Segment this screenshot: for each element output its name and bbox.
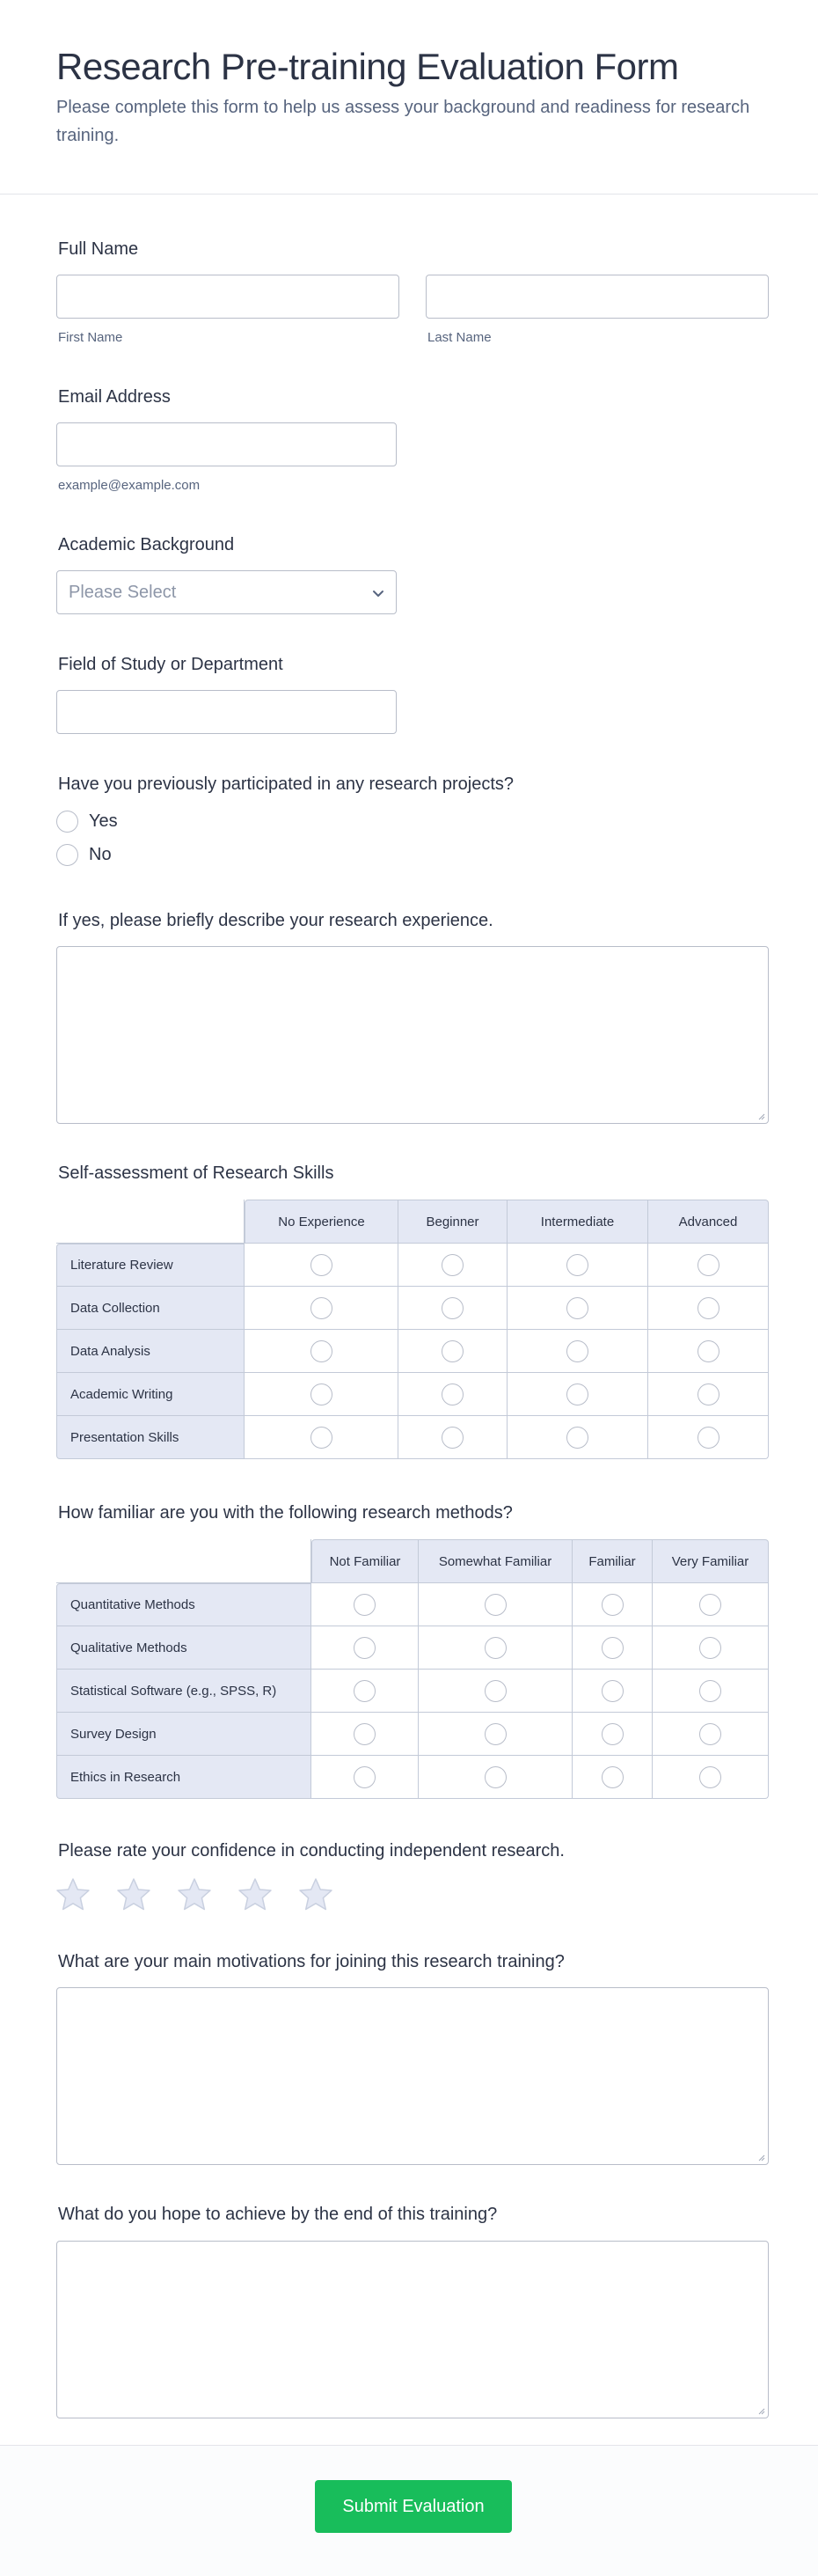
- skills-matrix-label: Self-assessment of Research Skills: [58, 1163, 334, 1183]
- star-icon[interactable]: [115, 1876, 152, 1913]
- radio-button[interactable]: [354, 1637, 376, 1659]
- matrix-cell[interactable]: [508, 1416, 648, 1459]
- radio-button[interactable]: [442, 1340, 464, 1362]
- matrix-cell[interactable]: [508, 1373, 648, 1416]
- email-field[interactable]: [56, 422, 397, 466]
- radio-button[interactable]: [442, 1383, 464, 1405]
- matrix-cell[interactable]: [573, 1583, 653, 1626]
- radio-button[interactable]: [310, 1340, 332, 1362]
- star-icon[interactable]: [55, 1876, 91, 1913]
- star-icon[interactable]: [176, 1876, 213, 1913]
- matrix-cell[interactable]: [508, 1330, 648, 1373]
- page-subtitle: Please complete this form to help us assess your background and readiness for research training.: [56, 98, 750, 145]
- matrix-cell[interactable]: [419, 1670, 573, 1713]
- matrix-cell[interactable]: [398, 1416, 508, 1459]
- field-of-study-label: Field of Study or Department: [58, 655, 283, 674]
- radio-label-yes: Yes: [89, 811, 118, 831]
- motivations-label: What are your main motivations for joining this research training?: [58, 1952, 565, 1971]
- matrix-cell[interactable]: [419, 1756, 573, 1799]
- email-sublabel: example@example.com: [58, 478, 201, 493]
- academic-background-select[interactable]: [56, 570, 397, 614]
- matrix-row-label: Literature Review: [56, 1244, 245, 1287]
- first-name-sublabel: First Name: [58, 330, 123, 345]
- star-icon[interactable]: [297, 1876, 334, 1913]
- matrix-cell[interactable]: [573, 1670, 653, 1713]
- radio-button[interactable]: [310, 1254, 332, 1276]
- methods-matrix-label: How familiar are you with the following research methods?: [58, 1503, 513, 1523]
- matrix-cell[interactable]: [648, 1330, 769, 1373]
- experience-label: If yes, please briefly describe your research experience.: [58, 911, 493, 930]
- radio-label-no: No: [89, 845, 112, 864]
- radio-button[interactable]: [56, 811, 78, 833]
- matrix-row-label: Data Analysis: [56, 1330, 245, 1373]
- radio-button[interactable]: [566, 1254, 588, 1276]
- matrix-cell[interactable]: [653, 1756, 769, 1799]
- academic-background-label: Academic Background: [58, 535, 235, 554]
- radio-button[interactable]: [699, 1766, 721, 1788]
- radio-button[interactable]: [485, 1594, 507, 1616]
- radio-button[interactable]: [354, 1680, 376, 1702]
- radio-button[interactable]: [485, 1723, 507, 1745]
- matrix-corner: [56, 1539, 311, 1583]
- field-of-study-input[interactable]: [56, 690, 397, 734]
- resize-grip-icon[interactable]: [757, 2407, 765, 2415]
- radio-button[interactable]: [485, 1766, 507, 1788]
- matrix-row: [56, 1713, 769, 1756]
- matrix-column-header: Somewhat Familiar: [419, 1539, 573, 1583]
- full-name-label: Full Name: [58, 239, 139, 259]
- resize-grip-icon[interactable]: [757, 2154, 765, 2161]
- matrix-cell[interactable]: [648, 1244, 769, 1287]
- matrix-cell[interactable]: [245, 1373, 398, 1416]
- matrix-cell[interactable]: [245, 1244, 398, 1287]
- radio-button[interactable]: [602, 1766, 624, 1788]
- radio-button[interactable]: [442, 1297, 464, 1319]
- matrix-cell[interactable]: [245, 1287, 398, 1330]
- star-icon[interactable]: [237, 1876, 274, 1913]
- matrix-row-label: Qualitative Methods: [56, 1626, 311, 1670]
- matrix-row-label: Ethics in Research: [56, 1756, 311, 1799]
- matrix-row-label: Academic Writing: [56, 1373, 245, 1416]
- radio-button[interactable]: [697, 1254, 719, 1276]
- matrix-row: [56, 1330, 769, 1373]
- skills-matrix: [56, 1200, 769, 1459]
- matrix-column-header: Advanced: [648, 1200, 769, 1244]
- last-name-input[interactable]: [426, 275, 769, 319]
- matrix-cell[interactable]: [311, 1713, 419, 1756]
- matrix-cell[interactable]: [653, 1713, 769, 1756]
- matrix-cell[interactable]: [245, 1416, 398, 1459]
- matrix-cell[interactable]: [648, 1287, 769, 1330]
- matrix-cell[interactable]: [398, 1330, 508, 1373]
- radio-button[interactable]: [485, 1680, 507, 1702]
- matrix-cell[interactable]: [419, 1626, 573, 1670]
- matrix-cell[interactable]: [419, 1583, 573, 1626]
- previous-research-label: Have you previously participated in any research projects?: [58, 774, 515, 794]
- matrix-row: [56, 1583, 769, 1626]
- matrix-cell[interactable]: [648, 1373, 769, 1416]
- matrix-cell[interactable]: [573, 1713, 653, 1756]
- radio-button[interactable]: [56, 844, 78, 866]
- matrix-row-label: Quantitative Methods: [56, 1583, 311, 1626]
- matrix-cell[interactable]: [311, 1670, 419, 1713]
- academic-background-placeholder: Please Select: [69, 583, 177, 602]
- matrix-row: [56, 1373, 769, 1416]
- radio-button[interactable]: [442, 1254, 464, 1276]
- matrix-row: [56, 1756, 769, 1799]
- submit-button[interactable]: Submit Evaluation: [315, 2480, 512, 2533]
- matrix-cell[interactable]: [573, 1756, 653, 1799]
- matrix-cell[interactable]: [311, 1756, 419, 1799]
- radio-button[interactable]: [310, 1383, 332, 1405]
- matrix-column-header: Familiar: [573, 1539, 653, 1583]
- goals-textarea[interactable]: [56, 2241, 769, 2418]
- radio-button[interactable]: [602, 1680, 624, 1702]
- matrix-row: [56, 1416, 769, 1459]
- matrix-cell[interactable]: [311, 1626, 419, 1670]
- form-header: [0, 0, 818, 194]
- matrix-corner: [56, 1200, 245, 1244]
- radio-button[interactable]: [697, 1297, 719, 1319]
- matrix-cell[interactable]: [653, 1626, 769, 1670]
- resize-grip-icon[interactable]: [757, 1112, 765, 1120]
- last-name-sublabel: Last Name: [427, 330, 492, 345]
- matrix-column-header: No Experience: [245, 1200, 398, 1244]
- chevron-down-icon: [371, 586, 385, 600]
- radio-button[interactable]: [354, 1723, 376, 1745]
- radio-button[interactable]: [485, 1637, 507, 1659]
- matrix-cell[interactable]: [648, 1416, 769, 1459]
- matrix-column-header: Beginner: [398, 1200, 508, 1244]
- radio-button[interactable]: [566, 1340, 588, 1362]
- goals-label: What do you hope to achieve by the end of this training?: [58, 2205, 498, 2224]
- first-name-input[interactable]: [56, 275, 399, 319]
- radio-button[interactable]: [697, 1383, 719, 1405]
- confidence-label: Please rate your confidence in conducting independent research.: [58, 1841, 565, 1860]
- matrix-cell[interactable]: [573, 1626, 653, 1670]
- matrix-row: [56, 1287, 769, 1330]
- experience-textarea[interactable]: [56, 946, 769, 1124]
- radio-button[interactable]: [442, 1427, 464, 1449]
- radio-button[interactable]: [354, 1594, 376, 1616]
- page-title: Research Pre-training Evaluation Form: [56, 46, 679, 87]
- radio-button[interactable]: [310, 1297, 332, 1319]
- matrix-row: [56, 1670, 769, 1713]
- matrix-row-label: Statistical Software (e.g., SPSS, R): [56, 1670, 311, 1713]
- matrix-cell[interactable]: [398, 1244, 508, 1287]
- matrix-row: [56, 1626, 769, 1670]
- matrix-column-header: Intermediate: [508, 1200, 648, 1244]
- radio-button[interactable]: [566, 1297, 588, 1319]
- email-label: Email Address: [58, 387, 171, 407]
- matrix-column-header: Very Familiar: [653, 1539, 769, 1583]
- radio-button[interactable]: [354, 1766, 376, 1788]
- radio-button[interactable]: [602, 1637, 624, 1659]
- radio-button[interactable]: [602, 1723, 624, 1745]
- matrix-column-header: Not Familiar: [311, 1539, 419, 1583]
- methods-matrix: [56, 1539, 769, 1799]
- radio-button[interactable]: [566, 1383, 588, 1405]
- form-footer: [0, 2445, 818, 2576]
- matrix-cell[interactable]: [398, 1287, 508, 1330]
- matrix-row: [56, 1244, 769, 1287]
- radio-button[interactable]: [699, 1594, 721, 1616]
- radio-button[interactable]: [602, 1594, 624, 1616]
- motivations-textarea[interactable]: [56, 1987, 769, 2165]
- matrix-cell[interactable]: [245, 1330, 398, 1373]
- matrix-row-label: Data Collection: [56, 1287, 245, 1330]
- radio-button[interactable]: [699, 1723, 721, 1745]
- radio-button[interactable]: [697, 1340, 719, 1362]
- radio-button[interactable]: [697, 1427, 719, 1449]
- radio-button[interactable]: [699, 1680, 721, 1702]
- radio-button[interactable]: [310, 1427, 332, 1449]
- matrix-cell[interactable]: [311, 1583, 419, 1626]
- matrix-row-label: Presentation Skills: [56, 1416, 245, 1459]
- matrix-cell[interactable]: [398, 1373, 508, 1416]
- radio-button[interactable]: [566, 1427, 588, 1449]
- matrix-cell[interactable]: [508, 1287, 648, 1330]
- radio-button[interactable]: [699, 1637, 721, 1659]
- matrix-cell[interactable]: [653, 1583, 769, 1626]
- matrix-row-label: Survey Design: [56, 1713, 311, 1756]
- matrix-cell[interactable]: [419, 1713, 573, 1756]
- matrix-cell[interactable]: [653, 1670, 769, 1713]
- matrix-cell[interactable]: [508, 1244, 648, 1287]
